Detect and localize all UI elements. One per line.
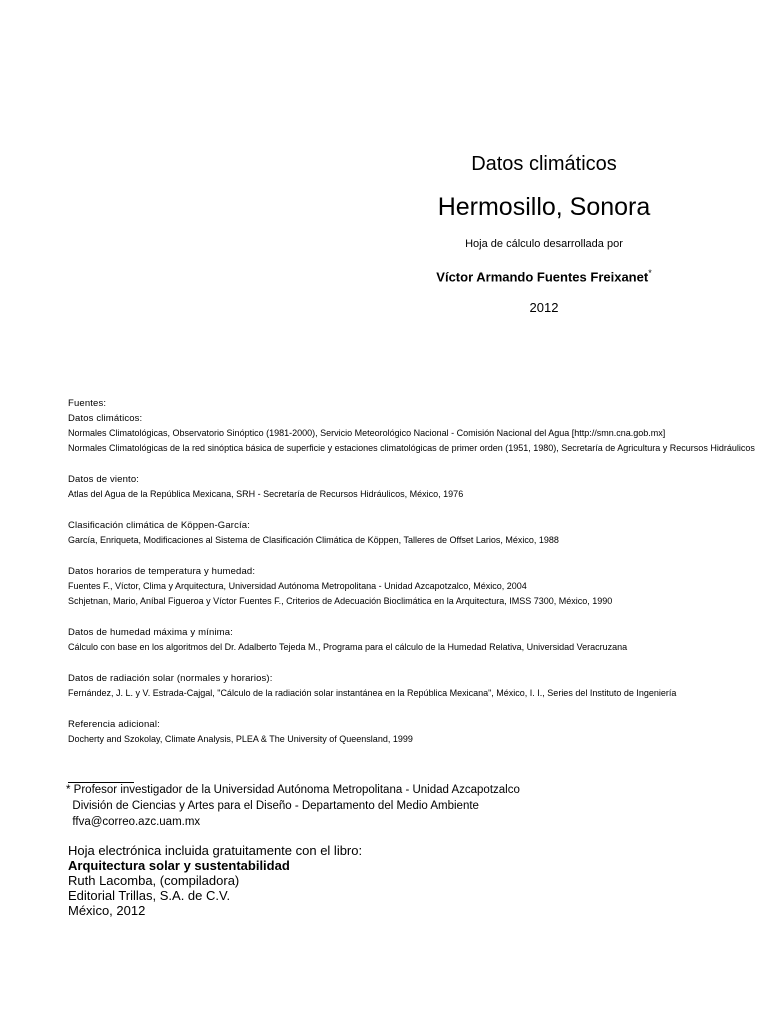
author-name: Víctor Armando Fuentes Freixanet (436, 269, 649, 285)
book-intro: Hoja electrónica incluida gratuitamente con el libro: (68, 843, 363, 858)
radiation-source-label: Datos de radiación solar (normales y horarios): (68, 673, 273, 684)
additional-source-line: Docherty and Szokolay, Climate Analysis, PLEA & The University of Queensland, 1999 (68, 734, 413, 744)
book-title: Arquitectura solar y sustentabilidad (68, 858, 290, 873)
hourly-source-line: Schjetnan, Mario, Aníbal Figueroa y Víctor Fuentes F., Criterios de Adecuación Bioclimática en la Arquitectura, IMSS 7300, México, 1990 (68, 596, 613, 606)
climate-source-label: Datos climáticos: (68, 413, 143, 424)
koppen-source-line: García, Enriqueta, Modificaciones al Sistema de Clasificación Climática de Köppen, Talleres de Offset Larios, México, 1988 (68, 535, 559, 545)
book-editor: Ruth Lacomba, (compiladora) (68, 873, 240, 888)
hourly-source-line: Fuentes F., Víctor, Clima y Arquitectura, Universidad Autónoma Metropolitana - Unidad Azcapotzalco, México, 2004 (68, 581, 527, 591)
book-place-year: México, 2012 (68, 903, 146, 918)
book-credit (68, 843, 668, 918)
year: 2012 (529, 300, 559, 315)
wind-source-label: Datos de viento: (68, 474, 140, 485)
author-line (360, 268, 728, 284)
city-title: Hermosillo, Sonora (437, 193, 651, 221)
document-title: Datos climáticos (471, 153, 617, 175)
footnote-email: ffva@correo.azc.uam.mx (66, 816, 201, 828)
koppen-source-label: Clasificación climática de Köppen-García: (68, 520, 250, 531)
climate-source-line: Normales Climatológicas, Observatorio Sinóptico (1981-2000), Servicio Meteorológico Nacional - Comisión Nacional del Agua [http://smn.cna.gob.mx] (68, 428, 666, 438)
humidity-source-line: Cálculo con base en los algoritmos del Dr. Adalberto Tejeda M., Programa para el cálculo de la Humedad Relativa, Universidad Veracruzana (68, 642, 628, 652)
climate-source-line: Normales Climatológicas de la red sinóptica básica de superficie y estaciones climatológicas de primer orden (1951, 1980), Secretaría de Agricultura y Recursos Hidráulicos (68, 443, 755, 453)
author-footnote-mark: * (648, 268, 652, 278)
radiation-source-line: Fernández, J. L. y V. Estrada-Cajgal, "Cálculo de la radiación solar instantánea en la República Mexicana", México, I. I., Series del Instituto de Ingeniería (68, 688, 677, 698)
footnote-department: División de Ciencias y Artes para el Diseño - Departamento del Medio Ambiente (66, 800, 479, 812)
book-publisher: Editorial Trillas, S.A. de C.V. (68, 888, 231, 903)
wind-source-line: Atlas del Agua de la República Mexicana, SRH - Secretaría de Recursos Hidráulicos, México, 1976 (68, 489, 464, 499)
footnote-affiliation: * Profesor investigador de la Universidad Autónoma Metropolitana - Unidad Azcapotzalco (66, 784, 520, 796)
footnote (66, 782, 666, 830)
humidity-source-label: Datos de humedad máxima y mínima: (68, 627, 233, 638)
subtitle: Hoja de cálculo desarrollada por (465, 238, 623, 250)
hourly-source-label: Datos horarios de temperatura y humedad: (68, 566, 256, 577)
additional-source-label: Referencia adicional: (68, 719, 160, 730)
sources-section (68, 396, 755, 747)
sources-heading: Fuentes: (68, 398, 107, 409)
